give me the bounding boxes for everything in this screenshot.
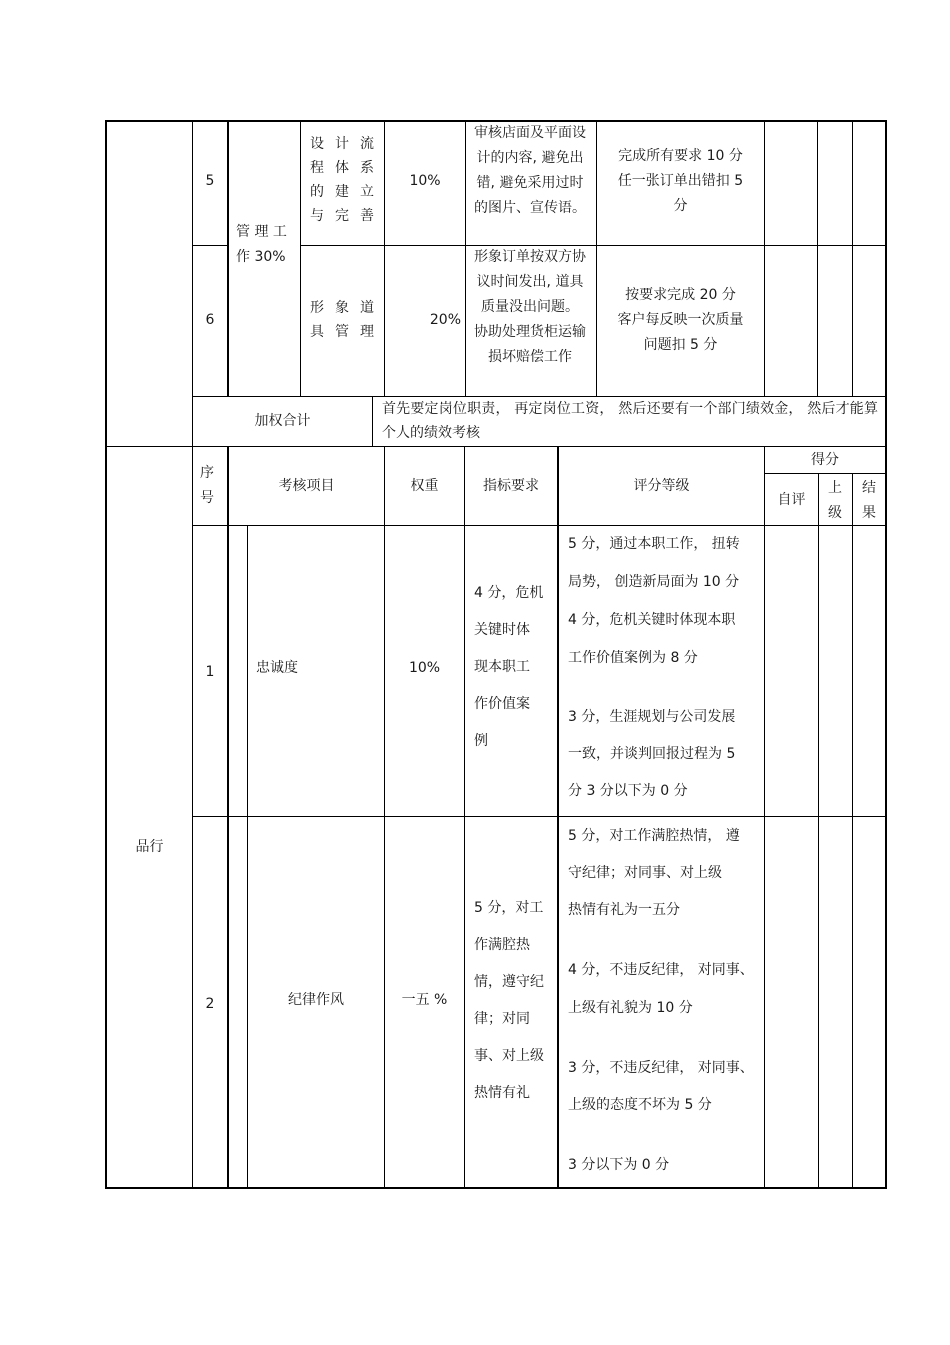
- col-divider: [852, 120, 853, 396]
- col-divider: [464, 446, 465, 1188]
- section-divider: [105, 446, 885, 447]
- row-divider: [300, 245, 885, 246]
- row-divider: [764, 473, 885, 474]
- assessment-item: 设 计 流 程 体 系 的 建 立 与完善: [310, 136, 374, 224]
- scoring-line: 分: [673, 198, 688, 214]
- category-label: 品行: [135, 839, 164, 855]
- requirement-line: 情，遵守纪: [474, 974, 544, 990]
- col-divider: [817, 120, 818, 396]
- row-index: 2: [205, 996, 215, 1012]
- table-border-right: [885, 120, 887, 1189]
- header-weight: 权重: [410, 478, 439, 494]
- assessment-item: 纪律作风: [288, 992, 344, 1008]
- scoring-line: 上级有礼貌为 10 分: [568, 1000, 693, 1016]
- col-divider: [764, 120, 765, 396]
- scoring-line: 工作价值案例为 8 分: [568, 650, 698, 666]
- col-divider: [227, 446, 229, 1188]
- requirement-line: 事、对上级: [474, 1048, 544, 1064]
- weight-value: 20%: [429, 312, 461, 328]
- col-divider: [247, 525, 248, 1188]
- row-index: 1: [205, 664, 215, 680]
- scoring-line: 问题扣 5 分: [643, 337, 718, 353]
- weight-value: 10%: [409, 173, 441, 189]
- scoring-line: 4 分，危机关键时体现本职: [568, 612, 736, 628]
- col-divider: [852, 473, 853, 1188]
- weighted-total-label: 加权合计: [254, 413, 311, 429]
- requirement-line: 律；对同: [474, 1011, 530, 1027]
- indicator-requirement: 形象订单按双方协议时间发出, 道具质量没出问题。 协助处理货柜运输损坏赔偿工作: [474, 249, 586, 365]
- col-divider: [372, 396, 373, 446]
- col-divider: [384, 446, 385, 1188]
- weighted-total-note: 首先要定岗位职责， 再定岗位工资， 然后还要有一个部门绩效金， 然后才能算个人的绩效考核: [382, 401, 878, 441]
- row-divider: [193, 245, 228, 246]
- row-divider: [193, 525, 885, 526]
- col-divider: [384, 120, 385, 396]
- scoring-line: 4 分，不违反纪律， 对同事、: [568, 962, 754, 978]
- category-label: 管 理 工 作 30%: [236, 224, 287, 265]
- col-divider: [300, 120, 301, 396]
- col-divider: [192, 120, 193, 1188]
- requirement-line: 作价值案: [474, 696, 530, 712]
- scoring-line: 5 分，通过本职工作， 扭转: [568, 536, 740, 552]
- requirement-line: 5 分，对工: [474, 900, 544, 916]
- scoring-line: 分 3 分以下为 0 分: [568, 783, 688, 799]
- requirement-line: 现本职工: [474, 659, 530, 675]
- table-border-left: [105, 120, 107, 1189]
- scoring-line: 上级的态度不坏为 5 分: [568, 1097, 712, 1113]
- header-scoring: 评分等级: [633, 478, 690, 494]
- row-index: 6: [205, 312, 215, 328]
- header-superior: 上级: [828, 480, 842, 521]
- requirement-line: 热情有礼: [474, 1085, 530, 1101]
- scoring-line: 完成所有要求 10 分: [618, 148, 743, 164]
- scoring-line: 3 分，生涯规划与公司发展: [568, 709, 736, 725]
- header-item: 考核项目: [278, 478, 335, 494]
- col-divider: [818, 473, 819, 1188]
- requirement-line: 4 分，危机: [474, 585, 544, 601]
- scoring-line: 局势， 创造新局面为 10 分: [568, 574, 740, 590]
- scoring-line: 3 分以下为 0 分: [568, 1157, 670, 1173]
- requirement-line: 作满腔热: [474, 937, 530, 953]
- header-self: 自评: [777, 492, 806, 508]
- header-result: 结果: [862, 480, 876, 521]
- row-divider: [193, 816, 885, 817]
- table-border-bottom: [105, 1187, 887, 1189]
- requirement-line: 例: [474, 733, 488, 749]
- row-index: 5: [205, 173, 215, 189]
- header-index: 序号: [200, 465, 214, 506]
- col-divider: [227, 120, 229, 396]
- scoring-line: 3 分，不违反纪律， 对同事、: [568, 1060, 754, 1076]
- scoring-line: 客户每反映一次质量: [617, 312, 744, 328]
- col-divider: [557, 446, 559, 1188]
- header-requirement: 指标要求: [483, 478, 539, 494]
- weight-value: 10%: [408, 660, 441, 676]
- scoring-line: 一致，并谈判回报过程为 5: [568, 746, 736, 762]
- col-divider: [764, 446, 765, 1188]
- scoring-line: 守纪律；对同事、对上级: [568, 865, 722, 881]
- scoring-line: 5 分，对工作满腔热情， 遵: [568, 828, 740, 844]
- assessment-item: 忠诚度: [256, 660, 298, 676]
- header-score: 得分: [811, 452, 839, 468]
- scoring-line: 热情有礼为一五分: [568, 902, 680, 918]
- col-divider: [465, 120, 466, 396]
- scoring-line: 任一张订单出错扣 5: [617, 173, 744, 189]
- assessment-item: 形 象 道 具管理: [310, 300, 374, 340]
- requirement-line: 关键时体: [474, 622, 530, 638]
- scoring-line: 按要求完成 20 分: [625, 287, 736, 303]
- weight-value: 一五 %: [401, 992, 448, 1008]
- indicator-requirement: 审核店面及平面设计的内容, 避免出错, 避免采用过时的图片、宣传语。: [474, 125, 586, 216]
